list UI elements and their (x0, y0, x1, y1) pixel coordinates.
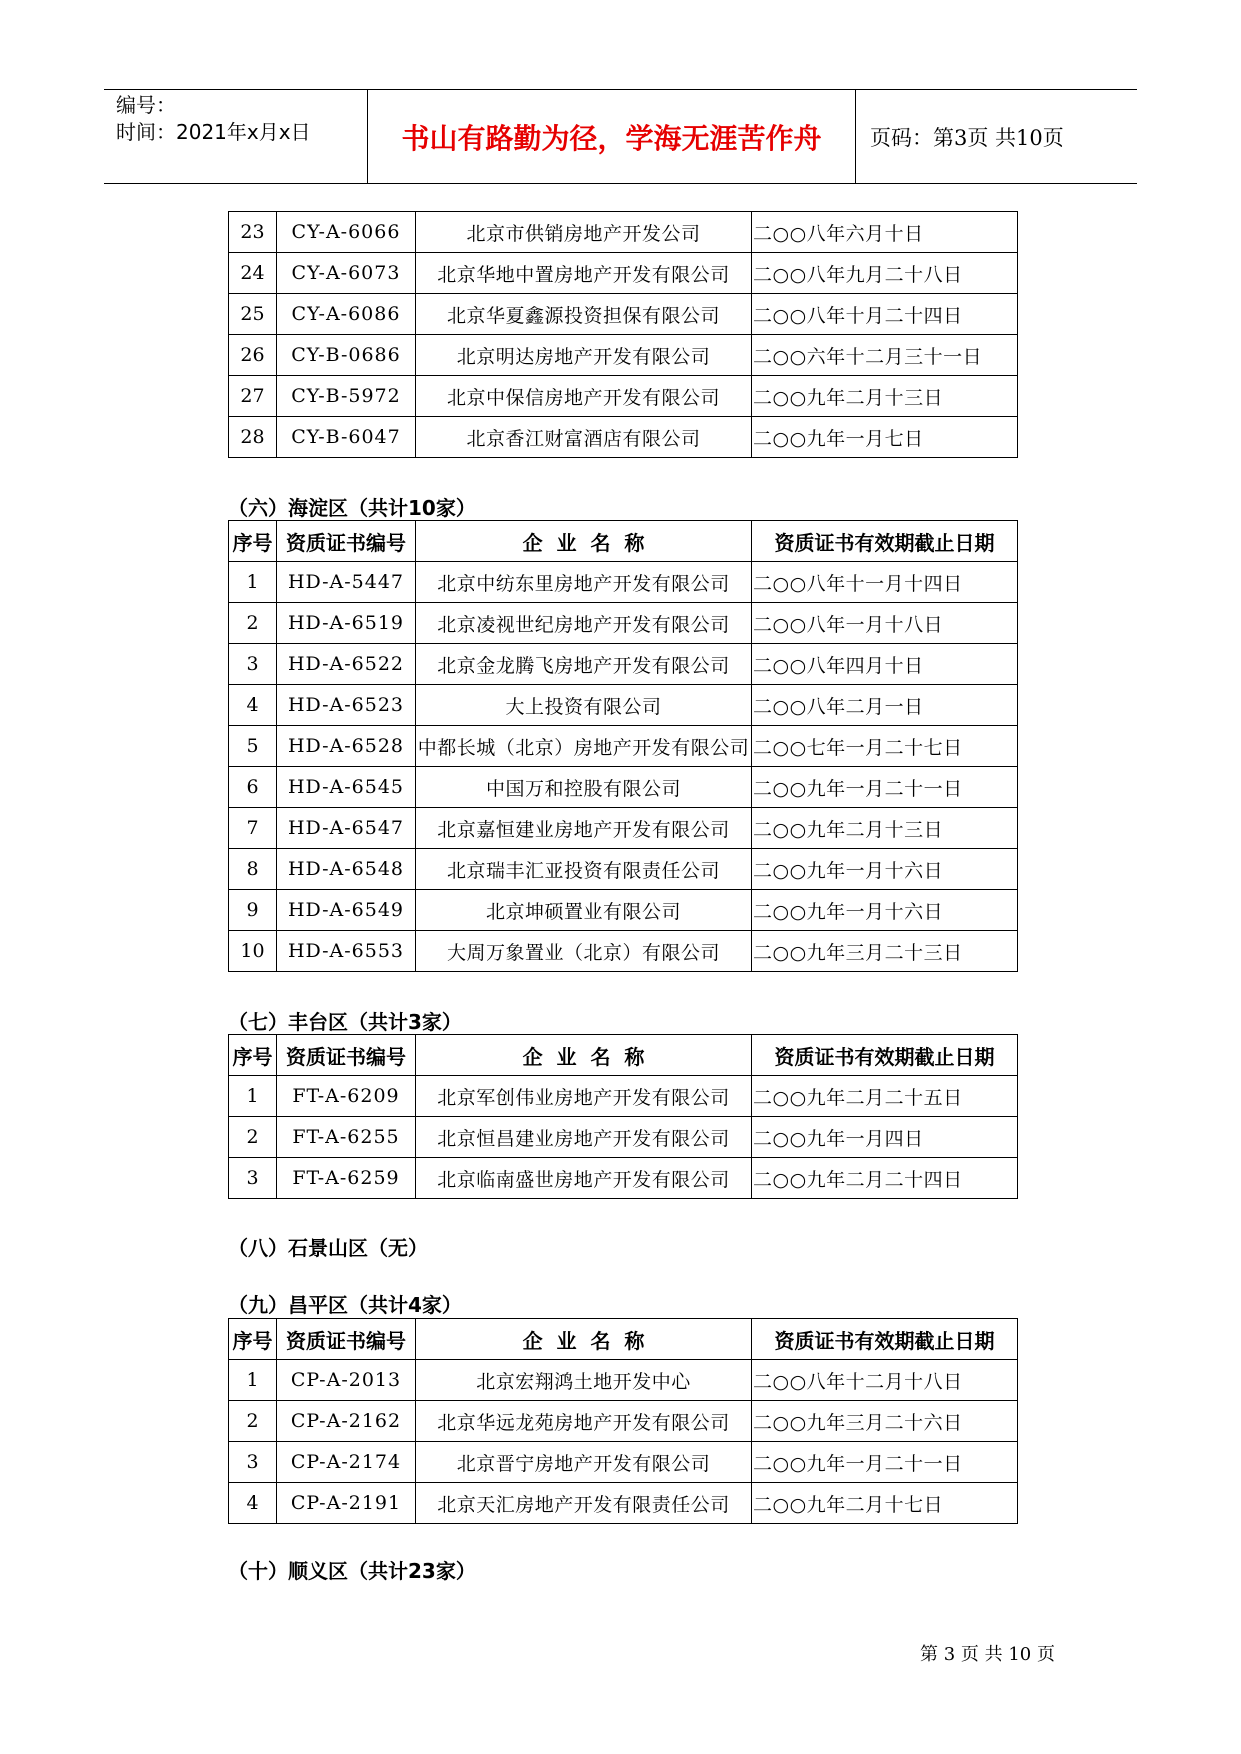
section-title-haidian: （六）海淀区（共计10家） (228, 496, 476, 520)
cell-company-name: 北京天汇房地产开发有限责任公司 (416, 1483, 752, 1524)
cell-expiry-date: 二○○九年三月二十六日 (752, 1401, 1018, 1442)
header-index: 序号 (229, 1035, 277, 1076)
table-row (229, 1483, 1018, 1524)
header-expiry-date: 资质证书有效期截止日期 (752, 521, 1018, 562)
table-row (229, 294, 1018, 335)
cell-certificate-number: HD-A-6519 (277, 603, 416, 644)
table-row (229, 376, 1018, 417)
section-title-shunyi: （十）顺义区（共计23家） (228, 1559, 476, 1583)
section-title-shijingshan: （八）石景山区（无） (228, 1236, 428, 1260)
cell-certificate-number: CP-A-2191 (277, 1483, 416, 1524)
cell-index: 2 (229, 1117, 277, 1158)
cell-index: 1 (229, 1076, 277, 1117)
table-fengtai (228, 1034, 1018, 1199)
table-row (229, 603, 1018, 644)
cell-company-name: 北京临南盛世房地产开发有限公司 (416, 1158, 752, 1199)
cell-index: 24 (229, 253, 277, 294)
header-expiry-date: 资质证书有效期截止日期 (752, 1035, 1018, 1076)
cell-company-name: 北京香江财富酒店有限公司 (416, 417, 752, 458)
table-row (229, 1158, 1018, 1199)
section-title-fengtai: （七）丰台区（共计3家） (228, 1010, 462, 1034)
cell-expiry-date: 二○○八年六月十日 (752, 212, 1018, 253)
table-row (229, 931, 1018, 972)
cell-index: 6 (229, 767, 277, 808)
header-company-name: 企 业 名 称 (416, 521, 752, 562)
cell-index: 2 (229, 603, 277, 644)
cell-index: 23 (229, 212, 277, 253)
table-row (229, 1401, 1018, 1442)
cell-index: 3 (229, 1442, 277, 1483)
cell-index: 1 (229, 1360, 277, 1401)
cell-company-name: 北京嘉恒建业房地产开发有限公司 (416, 808, 752, 849)
cell-company-name: 北京中保信房地产开发有限公司 (416, 376, 752, 417)
cell-expiry-date: 二○○九年一月二十一日 (752, 1442, 1018, 1483)
page-footer: 第 3 页 共 10 页 (920, 1644, 1055, 1665)
cell-index: 8 (229, 849, 277, 890)
cell-certificate-number: HD-A-6528 (277, 726, 416, 767)
cell-expiry-date: 二○○六年十二月三十一日 (752, 335, 1018, 376)
table-row (229, 808, 1018, 849)
cell-index: 25 (229, 294, 277, 335)
table-row (229, 1442, 1018, 1483)
cell-expiry-date: 二○○九年一月十六日 (752, 890, 1018, 931)
cell-company-name: 中都长城（北京）房地产开发有限公司 (416, 726, 752, 767)
table-row (229, 849, 1018, 890)
cell-certificate-number: HD-A-6545 (277, 767, 416, 808)
cell-company-name: 北京恒昌建业房地产开发有限公司 (416, 1117, 752, 1158)
header-slogan: 书山有路勤为径，学海无涯苦作舟 (368, 90, 856, 183)
table-row (229, 1117, 1018, 1158)
cell-expiry-date: 二○○八年二月一日 (752, 685, 1018, 726)
cell-index: 10 (229, 931, 277, 972)
cell-index: 5 (229, 726, 277, 767)
cell-certificate-number: FT-A-6259 (277, 1158, 416, 1199)
cell-certificate-number: HD-A-6522 (277, 644, 416, 685)
table-changping (228, 1318, 1018, 1524)
cell-index: 4 (229, 1483, 277, 1524)
table-row (229, 562, 1018, 603)
cell-company-name: 大周万象置业（北京）有限公司 (416, 931, 752, 972)
cell-index: 26 (229, 335, 277, 376)
cell-expiry-date: 二○○八年一月十八日 (752, 603, 1018, 644)
cell-certificate-number: HD-A-6549 (277, 890, 416, 931)
cell-certificate-number: FT-A-6255 (277, 1117, 416, 1158)
cell-expiry-date: 二○○八年九月二十八日 (752, 253, 1018, 294)
table-row (229, 685, 1018, 726)
header-page-label: 页码：第3页 共10页 (870, 125, 1064, 150)
cell-company-name: 北京明达房地产开发有限公司 (416, 335, 752, 376)
cell-expiry-date: 二○○八年十月二十四日 (752, 294, 1018, 335)
cell-company-name: 北京市供销房地产开发公司 (416, 212, 752, 253)
table-row (229, 890, 1018, 931)
cell-expiry-date: 二○○九年二月二十四日 (752, 1158, 1018, 1199)
cell-certificate-number: CP-A-2174 (277, 1442, 416, 1483)
cell-certificate-number: HD-A-6523 (277, 685, 416, 726)
cell-company-name: 北京坤硕置业有限公司 (416, 890, 752, 931)
cell-certificate-number: HD-A-6547 (277, 808, 416, 849)
cell-company-name: 北京晋宁房地产开发有限公司 (416, 1442, 752, 1483)
cell-index: 9 (229, 890, 277, 931)
header-index: 序号 (229, 521, 277, 562)
table-header-row (229, 1035, 1018, 1076)
cell-company-name: 中国万和控股有限公司 (416, 767, 752, 808)
cell-index: 27 (229, 376, 277, 417)
cell-certificate-number: CY-B-0686 (277, 335, 416, 376)
table-chaoyang-continued (228, 211, 1018, 458)
cell-expiry-date: 二○○九年一月四日 (752, 1117, 1018, 1158)
cell-expiry-date: 二○○八年四月十日 (752, 644, 1018, 685)
number-label: 编号： (116, 93, 176, 117)
cell-certificate-number: CY-B-6047 (277, 417, 416, 458)
cell-expiry-date: 二○○九年二月十七日 (752, 1483, 1018, 1524)
header-certificate-number: 资质证书编号 (277, 1319, 416, 1360)
cell-index: 4 (229, 685, 277, 726)
table-row (229, 417, 1018, 458)
header-certificate-number: 资质证书编号 (277, 1035, 416, 1076)
header-meta (104, 90, 368, 183)
cell-company-name: 北京凌视世纪房地产开发有限公司 (416, 603, 752, 644)
header-company-name: 企 业 名 称 (416, 1319, 752, 1360)
header-expiry-date: 资质证书有效期截止日期 (752, 1319, 1018, 1360)
table-row (229, 1360, 1018, 1401)
cell-expiry-date: 二○○九年二月二十五日 (752, 1076, 1018, 1117)
cell-expiry-date: 二○○七年一月二十七日 (752, 726, 1018, 767)
cell-company-name: 北京军创伟业房地产开发有限公司 (416, 1076, 752, 1117)
cell-company-name: 北京宏翔鸿土地开发中心 (416, 1360, 752, 1401)
table-row (229, 253, 1018, 294)
cell-certificate-number: CY-A-6066 (277, 212, 416, 253)
cell-certificate-number: HD-A-6553 (277, 931, 416, 972)
cell-company-name: 大上投资有限公司 (416, 685, 752, 726)
cell-expiry-date: 二○○九年二月十三日 (752, 808, 1018, 849)
cell-certificate-number: HD-A-5447 (277, 562, 416, 603)
cell-certificate-number: CY-B-5972 (277, 376, 416, 417)
cell-expiry-date: 二○○九年一月十六日 (752, 849, 1018, 890)
section-title-changping: （九）昌平区（共计4家） (228, 1293, 462, 1317)
cell-company-name: 北京金龙腾飞房地产开发有限公司 (416, 644, 752, 685)
cell-expiry-date: 二○○八年十二月十八日 (752, 1360, 1018, 1401)
cell-certificate-number: CP-A-2162 (277, 1401, 416, 1442)
cell-certificate-number: CY-A-6086 (277, 294, 416, 335)
cell-certificate-number: HD-A-6548 (277, 849, 416, 890)
cell-company-name: 北京华地中置房地产开发有限公司 (416, 253, 752, 294)
table-haidian (228, 520, 1018, 972)
cell-company-name: 北京华远龙苑房地产开发有限公司 (416, 1401, 752, 1442)
cell-expiry-date: 二○○八年十一月十四日 (752, 562, 1018, 603)
time-label: 时间：2021年x月x日 (116, 120, 311, 144)
cell-expiry-date: 二○○九年一月七日 (752, 417, 1018, 458)
cell-index: 3 (229, 644, 277, 685)
cell-certificate-number: FT-A-6209 (277, 1076, 416, 1117)
cell-index: 1 (229, 562, 277, 603)
table-header-row (229, 1319, 1018, 1360)
cell-expiry-date: 二○○九年三月二十三日 (752, 931, 1018, 972)
table-row (229, 644, 1018, 685)
cell-company-name: 北京瑞丰汇亚投资有限责任公司 (416, 849, 752, 890)
table-header-row (229, 521, 1018, 562)
table-row (229, 767, 1018, 808)
cell-certificate-number: CP-A-2013 (277, 1360, 416, 1401)
table-row (229, 1076, 1018, 1117)
cell-certificate-number: CY-A-6073 (277, 253, 416, 294)
table-row (229, 212, 1018, 253)
cell-index: 2 (229, 1401, 277, 1442)
cell-expiry-date: 二○○九年二月十三日 (752, 376, 1018, 417)
header-company-name: 企 业 名 称 (416, 1035, 752, 1076)
page-header (104, 89, 1137, 184)
cell-index: 28 (229, 417, 277, 458)
cell-index: 3 (229, 1158, 277, 1199)
table-row (229, 726, 1018, 767)
cell-company-name: 北京中纺东里房地产开发有限公司 (416, 562, 752, 603)
cell-company-name: 北京华夏鑫源投资担保有限公司 (416, 294, 752, 335)
header-index: 序号 (229, 1319, 277, 1360)
header-certificate-number: 资质证书编号 (277, 521, 416, 562)
table-row (229, 335, 1018, 376)
cell-index: 7 (229, 808, 277, 849)
cell-expiry-date: 二○○九年一月二十一日 (752, 767, 1018, 808)
